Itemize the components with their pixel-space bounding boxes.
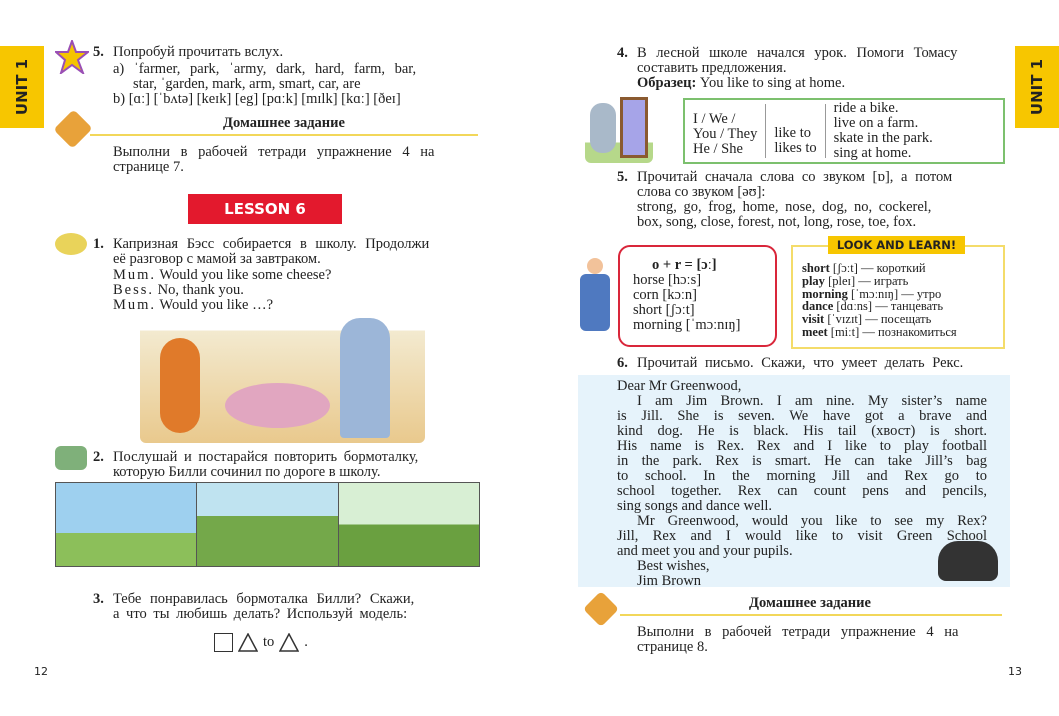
subject: You / They	[693, 126, 758, 142]
phrase: live on a farm.	[833, 115, 919, 131]
ex3-num: 3.	[93, 591, 104, 607]
ex2-text: которую Билли сочинил по дороге в школу.	[113, 464, 381, 480]
ex5-num: 5.	[93, 44, 104, 60]
ex1-text: Капризная Бэсс собирается в школу. Продолжи	[113, 236, 430, 252]
rule-word: short	[633, 302, 662, 318]
dialog-line: Would you like some cheese?	[159, 267, 332, 283]
rule-transcription: [ʃɔːt]	[665, 302, 695, 318]
ex5-text: слова со звуком [əʊ]:	[637, 184, 766, 200]
ex5-text: Прочитай сначала слова со звуком [ɒ], а потом	[637, 169, 953, 185]
ex5-a: a) ˈfarmer, park, ˈarmy, dark, hard, farm, bar,	[113, 61, 417, 77]
letter-line: to school. In the morning Jill and Rex go to	[617, 468, 987, 484]
ex4-text: В лесной школе начался урок. Помоги Томасу	[637, 45, 958, 61]
homework-text: Выполни в рабочей тетради упражнение 4 на	[637, 624, 959, 640]
letter-line: I am Jim Brown. I am nine. My sister’s name	[637, 393, 987, 409]
book-icon	[55, 233, 87, 255]
letter-line: Jim Brown	[637, 573, 702, 589]
triangle-icon	[279, 633, 299, 652]
ex6-num: 6.	[617, 355, 628, 371]
vocab-translation: [ˈvɪzɪt] — посещать	[827, 312, 932, 327]
letter-line: in the park. Rex is smart. He can take Jill’s bag	[617, 453, 987, 469]
unit-label: UNIT 1	[1028, 58, 1046, 116]
homework-text: Выполни в рабочей тетради упражнение 4 на	[113, 144, 435, 160]
balloon-panel	[56, 483, 197, 566]
unit-tab-right	[1015, 46, 1059, 128]
letter-line: Mr Greenwood, would you like to see my Rex?	[637, 513, 987, 529]
look-and-learn-box	[791, 245, 1005, 349]
ex5-a2: star, ˈgarden, mark, arm, smart, car, are	[133, 76, 361, 92]
swim-panel	[197, 483, 338, 566]
verb: like to	[774, 125, 811, 141]
letter-line: Best wishes,	[637, 558, 710, 574]
vocab-word: dance	[802, 299, 834, 314]
rule-transcription: [ˈmɔːnɪŋ]	[685, 317, 741, 333]
letter-line: Dear Mr Greenwood,	[617, 378, 742, 394]
phrase: sing at home.	[833, 145, 912, 161]
rule-title: o + r = [ɔː]	[652, 257, 717, 273]
ex5-num: 5.	[617, 169, 628, 185]
homework-title: Домашнее задание	[223, 115, 345, 131]
rule-transcription: [kɔːn]	[662, 287, 698, 303]
model-symbols: to .	[214, 632, 308, 652]
speaker: Mum.	[113, 297, 157, 313]
elephant-mirror-illustration	[585, 95, 653, 163]
look-and-learn-label: LOOK AND LEARN!	[828, 236, 965, 254]
ex5-words: strong, go, frog, home, nose, dog, no, cockerel,	[637, 199, 932, 215]
letter-line: school together. Rex can count pens and pencils,	[617, 483, 987, 499]
page-number: 13	[1008, 665, 1022, 678]
ex2-text: Послушай и постарайся повторить бормоталку,	[113, 449, 419, 465]
letter-line: is Jill. She is seven. We have got a brave and	[617, 408, 987, 424]
ex4-text: составить предложения.	[637, 60, 787, 76]
letter-line: Jill, Rex and I would like to visit Green School	[617, 528, 987, 544]
letter-line: kind dog. He is black. His tail (хвост) is short.	[617, 423, 987, 439]
rule-transcription: [hɔːs]	[668, 272, 702, 288]
divider	[620, 614, 1002, 616]
phrase: ride a bike.	[833, 100, 899, 116]
homework-text: странице 8.	[637, 639, 708, 655]
letter-text	[617, 379, 987, 589]
dance-panel	[339, 483, 479, 566]
homework-icon	[53, 109, 92, 148]
listen-icon	[55, 446, 87, 470]
lesson-title: LESSON 6	[188, 194, 342, 224]
subject: He / She	[693, 141, 743, 157]
sample-label: Образец:	[637, 75, 697, 91]
ex6-text: Прочитай письмо. Скажи, что умеет делать Рекс.	[637, 355, 964, 371]
ex1-text: её разговор с мамой за завтраком.	[113, 251, 321, 267]
ex4-num: 4.	[617, 45, 628, 61]
comic-strip	[55, 482, 480, 567]
dialog-line: No, thank you.	[157, 282, 244, 298]
vocab-word: morning	[802, 286, 848, 301]
ex3-text: а что ты любишь делать? Используй модель:	[113, 606, 408, 622]
teacher-illustration	[575, 258, 620, 333]
verb: likes to	[774, 140, 817, 156]
star-icon	[55, 40, 89, 74]
letter-line: and meet you and your pupils.	[617, 543, 793, 559]
rule-word: corn	[633, 287, 659, 303]
rule-word: horse	[633, 272, 665, 288]
vocab-translation: [ˈmɔːnɪŋ] — утро	[850, 286, 942, 301]
ex3-text: Тебе понравилась бормоталка Билли? Скажи,	[113, 591, 415, 607]
foxes-breakfast-illustration	[140, 318, 425, 443]
unit-label: UNIT 1	[13, 58, 31, 116]
dialog-line: Would you like …?	[159, 297, 274, 313]
ex2-num: 2.	[93, 449, 104, 465]
homework-title: Домашнее задание	[749, 595, 871, 611]
vocab-translation: [pleɪ] — играть	[828, 273, 909, 288]
vocab-word: visit	[802, 312, 825, 327]
vocab-translation: [ʃɔːt] — короткий	[832, 261, 926, 275]
sample-text: You like to sing at home.	[699, 75, 846, 91]
unit-tab-left	[0, 46, 44, 128]
homework-icon	[583, 591, 619, 627]
triangle-icon	[238, 633, 258, 652]
square-icon	[214, 633, 233, 652]
vocab-word: meet	[802, 324, 828, 339]
vocab-translation: [dɑːns] — танцевать	[836, 299, 944, 314]
ex5-words: box, song, close, forest, not, long, rose, toe, fox.	[637, 214, 917, 230]
rule-box	[618, 245, 777, 347]
speaker: Bess.	[113, 282, 155, 298]
subject: I / We /	[693, 111, 736, 127]
vocab-translation: [miːt] — познакомиться	[830, 324, 957, 339]
speaker: Mum.	[113, 267, 157, 283]
letter-line: sing songs and dance well.	[617, 498, 773, 514]
rule-word: morning	[633, 317, 683, 333]
ex5-title: Попробуй прочитать вслух.	[113, 44, 284, 60]
vocab-word: play	[802, 273, 825, 288]
divider	[90, 134, 478, 136]
ex1-num: 1.	[93, 236, 104, 252]
ex5-b: b) [ɑː] [ˈbʌtə] [keɪk] [eg] [pɑːk] [mɪlk] [kɑː] [ðeɪ]	[113, 91, 401, 107]
page-number: 12	[34, 665, 48, 678]
homework-text: странице 7.	[113, 159, 184, 175]
model-to: to	[263, 634, 275, 650]
sentence-table	[683, 98, 1005, 164]
letter-line: His name is Rex. Rex and I like to play football	[617, 438, 987, 454]
vocab-word: short	[802, 261, 830, 275]
phrase: skate in the park.	[833, 130, 933, 146]
